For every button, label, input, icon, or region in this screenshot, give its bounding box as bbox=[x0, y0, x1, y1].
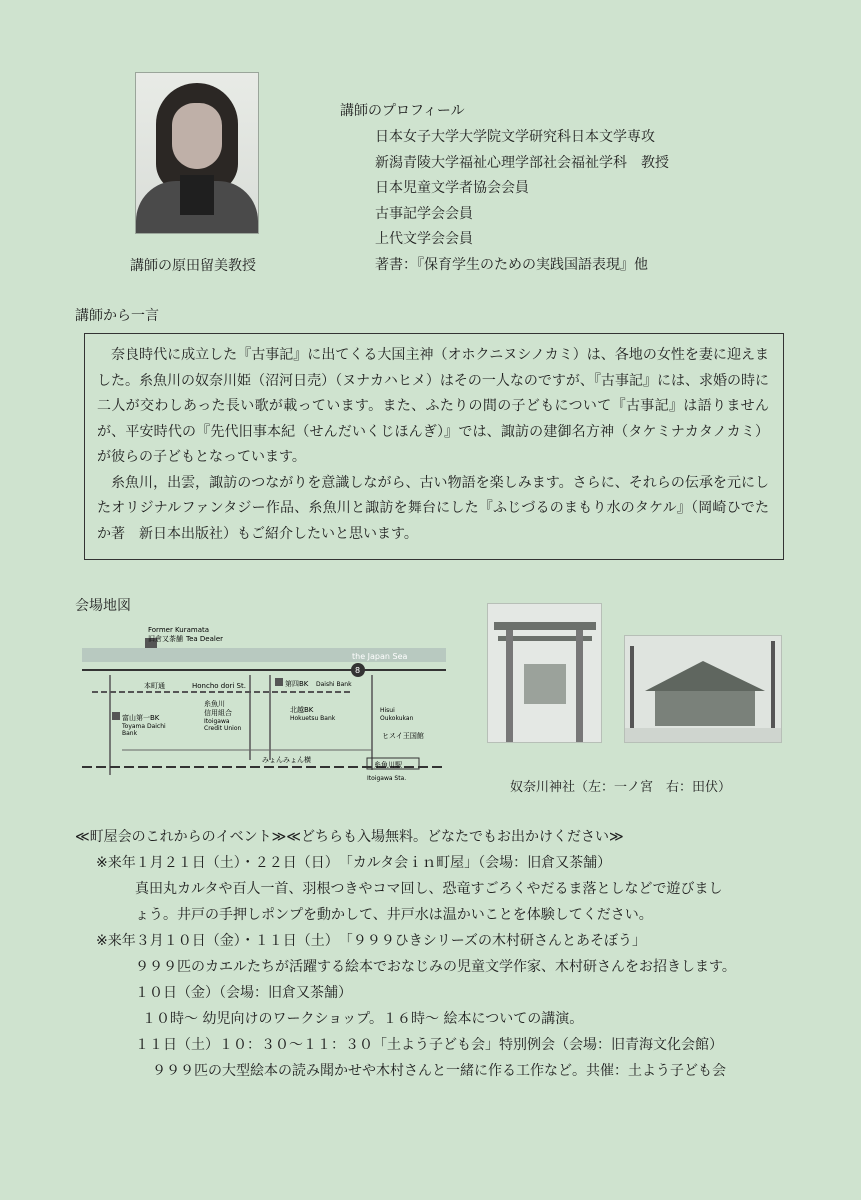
daishi-en-label: Daishi Bank bbox=[316, 681, 352, 688]
lecturer-photo bbox=[135, 72, 259, 234]
daishi-marker bbox=[275, 678, 283, 686]
credit-en1-label: Itoigawa bbox=[204, 718, 230, 725]
event-line: １０日（金）（会場：旧倉又茶舗） bbox=[135, 985, 352, 1001]
event-line: ９９９匹の大型絵本の読み聞かせや木村さんと一緒に作る工作など。共催：土よう子ども会 bbox=[152, 1063, 726, 1079]
profile-title: 講師のプロフィール bbox=[340, 103, 465, 119]
tea-dealer-jp-label: 旧倉又茶舗 bbox=[148, 635, 183, 643]
mionmion-label: みょんみょん横 bbox=[262, 756, 311, 764]
toyama-en1-label: Toyama Daichi bbox=[122, 723, 166, 730]
honcho-jp-label: 本町通 bbox=[144, 682, 165, 690]
hisui-jp-label: ヒスイ王国館 bbox=[382, 732, 424, 740]
profile-item: 日本女子大学大学院文学研究科日本文学専攻 bbox=[375, 129, 655, 145]
hokuetsu-en-label: Hokuetsu Bank bbox=[290, 715, 336, 722]
shrine-photo-tabuse bbox=[624, 635, 782, 743]
profile-item: 上代文学会会員 bbox=[375, 231, 473, 247]
former-kuramata-label: Former Kuramata bbox=[148, 626, 210, 634]
tea-dealer-en-label: Tea Dealer bbox=[186, 635, 224, 643]
hokuetsu-jp-label: 北越BK bbox=[290, 706, 314, 714]
message-title: 講師から一言 bbox=[75, 308, 159, 324]
profile-item: 古事記学会会員 bbox=[375, 205, 473, 222]
event-line: １０時～ 幼児向けのワークショップ。１６時～ 絵本についての講演。 bbox=[142, 1011, 584, 1027]
venue-map bbox=[82, 620, 446, 790]
station-en-label: Itoigawa Sta. bbox=[367, 775, 407, 782]
message-paragraph: 奈良時代に成立した『古事記』に出てくる大国主神（オホクニヌシノカミ）は、各地の女性を妻に迎えました。糸魚川の奴奈川姫（沼河日売）（ヌナカハヒメ）はその一人なのですが、『古事記』には、求婚の時に二人が交わしあった長い歌が載っています。また、ふたりの間の子どもについて『古事記』は語りませんが、平安時代の『先代旧事本紀（せんだいくじほんぎ）』では、諏訪の建御名方神（タケミナカタノカミ）が彼らの子どもとなっています。 bbox=[97, 347, 769, 465]
toyama-marker bbox=[112, 712, 120, 720]
event-line: ょう。井戸の手押しポンプを動かして、井戸水は温かいことを体験してください。 bbox=[135, 907, 653, 923]
profile-item: 著書：『保育学生のための実践国語表現』他 bbox=[375, 256, 648, 273]
daishi-jp-label: 第四BK bbox=[285, 680, 309, 688]
japan-sea-label: the Japan Sea bbox=[352, 652, 408, 661]
shrine-photo-ichinomiya bbox=[487, 603, 602, 743]
event-line: ※来年１月２１日（土）・２２日（日） 「カルタ会ｉｎ町屋」（会場：旧倉又茶舗） bbox=[96, 855, 612, 871]
event-line: 真田丸カルタや百人一首、羽根つきやコマ回し、恐竜すごろくやだるま落としなどで遊びまし bbox=[135, 881, 723, 897]
photo-caption: 講師の原田留美教授 bbox=[130, 258, 256, 274]
map-title: 会場地図 bbox=[75, 598, 131, 614]
message-box bbox=[84, 333, 784, 560]
event-line: ※来年３月１０日（金）・１１日（土） 「９９９ひきシリーズの木村研さんとあそぼう」 bbox=[96, 933, 647, 949]
station-jp-label: 糸魚川駅 bbox=[374, 761, 402, 769]
toyama-en2-label: Bank bbox=[122, 730, 138, 737]
credit-en2-label: Credit Union bbox=[204, 725, 242, 732]
profile-list bbox=[375, 125, 669, 278]
credit-jp1-label: 糸魚川 bbox=[204, 700, 225, 708]
profile-item: 新潟青陵大学福祉心理学部社会福祉学科 教授 bbox=[375, 154, 669, 171]
route-8-label: 8 bbox=[355, 666, 361, 675]
credit-jp2-label: 信用組合 bbox=[204, 709, 232, 717]
honcho-en-label: Honcho dori St. bbox=[192, 682, 246, 690]
shrine-caption: 奴奈川神社（左：一ノ宮 右：田伏） bbox=[510, 780, 732, 795]
profile-item: 日本児童文学者協会会員 bbox=[375, 180, 529, 196]
hisui-en2-label: Oukokukan bbox=[380, 715, 414, 722]
hisui-en1-label: Hisui bbox=[380, 707, 395, 714]
events-heading: ≪町屋会のこれからのイベント≫≪どちらも入場無料。どなたでもお出かけください≫ bbox=[75, 829, 624, 845]
event-line: ９９９匹のカエルたちが活躍する絵本でおなじみの児童文学作家、木村研さんをお招きします。 bbox=[135, 959, 736, 975]
toyama-jp-label: 富山第一BK bbox=[122, 714, 160, 722]
message-paragraph: 糸魚川，出雲，諏訪のつながりを意識しながら、古い物語を楽しみます。さらに、それらの伝承を元にしたオリジナルファンタジー作品、糸魚川と諏訪を舞台にした『ふじづるのまもり水のタケル』（岡崎ひでたか著 新日本出版社）もご紹介したいと思います。 bbox=[97, 474, 769, 542]
event-line: １１日（土）１０：３０～１１：３０「土よう子ども会」特別例会（会場：旧青海文化会館） bbox=[135, 1037, 723, 1053]
